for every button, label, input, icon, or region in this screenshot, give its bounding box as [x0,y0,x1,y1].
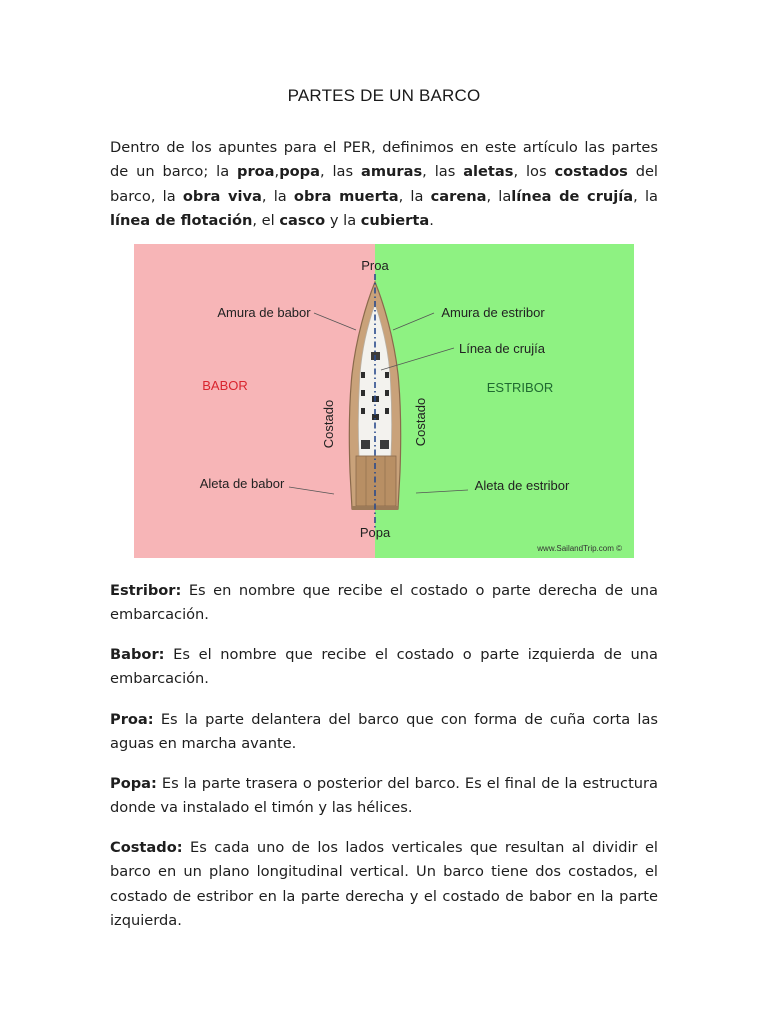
intro-text: , la [261,187,294,205]
definition-term: Popa: [110,775,157,792]
intro-text: . [429,211,434,229]
term-cubierta: cubierta [360,211,430,229]
definition-popa [110,772,658,821]
definition-term: Estribor: [110,582,182,599]
label-costado-babor: Costado [321,399,336,449]
definition-proa [110,708,658,757]
intro-paragraph [110,136,658,233]
label-aleta-estribor: Aleta de estribor [474,478,570,493]
definition-term: Babor: [110,646,165,663]
definition-text: Es la parte trasera o posterior del barco. Es el final de la estructura donde va instalado el timón y las hélices. [110,775,658,817]
label-popa: Popa [359,525,391,540]
definition-term: Costado: [110,839,183,856]
term-popa: popa [279,163,320,181]
definition-term: Proa: [110,711,154,728]
babor-side-background [134,244,375,558]
label-linea-crujia: Línea de crujía [458,341,546,356]
page-title: PARTES DE UN BARCO [287,86,481,105]
label-costado-estribor: Costado [413,397,428,447]
intro-text: , la [486,187,512,205]
term-aletas: aletas [463,163,514,181]
term-obra-viva: obra viva [182,187,262,205]
intro-text: , las [422,163,464,181]
intro-text: Dentro de los apuntes para el PER, definimos en este artículo las partes de un barco; la [110,139,658,181]
term-amuras: amuras [360,163,423,181]
label-estribor: ESTRIBOR [486,380,554,395]
term-costados: costados [554,163,628,181]
boat-diagram-svg [134,244,634,558]
definition-text: Es cada uno de los lados verticales que resultan al dividir el barco en un plano longitudinal vertical. Un barco tiene dos costados, el costado de estribor en la parte derecha y el costado de babor en la parte izquierda. [110,839,658,929]
label-amura-estribor: Amura de estribor [441,305,545,320]
label-amura-babor: Amura de babor [217,305,311,320]
intro-text: , la [633,187,658,205]
term-obra-muerta: obra muerta [293,187,399,205]
intro-text: , los [513,163,555,181]
boat-parts-diagram [134,244,634,558]
definition-costado [110,836,658,933]
intro-text: , [274,163,280,181]
intro-text: y la [325,211,361,229]
term-carena: carena [430,187,487,205]
definition-text: Es el nombre que recibe el costado o parte izquierda de una embarcación. [110,646,658,688]
definition-text: Es en nombre que recibe el costado o parte derecha de una embarcación. [110,582,658,624]
term-linea-flotacion: línea de flotación [110,211,253,229]
label-proa: Proa [361,258,389,273]
definition-text: Es la parte delantera del barco que con forma de cuña corta las aguas en marcha avante. [110,711,658,753]
term-proa: proa [237,163,275,181]
intro-text: , el [252,211,280,229]
label-aleta-babor: Aleta de babor [199,476,285,491]
intro-text: , la [398,187,431,205]
term-linea-crujia: línea de crujía [511,187,634,205]
credit-text: www.SailandTrip.com © [537,544,622,553]
intro-text: , las [319,163,361,181]
definition-estribor [110,579,658,628]
definition-babor [110,643,658,692]
term-casco: casco [279,211,326,229]
label-babor: BABOR [202,378,248,393]
intro-text: del barco, la [110,163,658,205]
